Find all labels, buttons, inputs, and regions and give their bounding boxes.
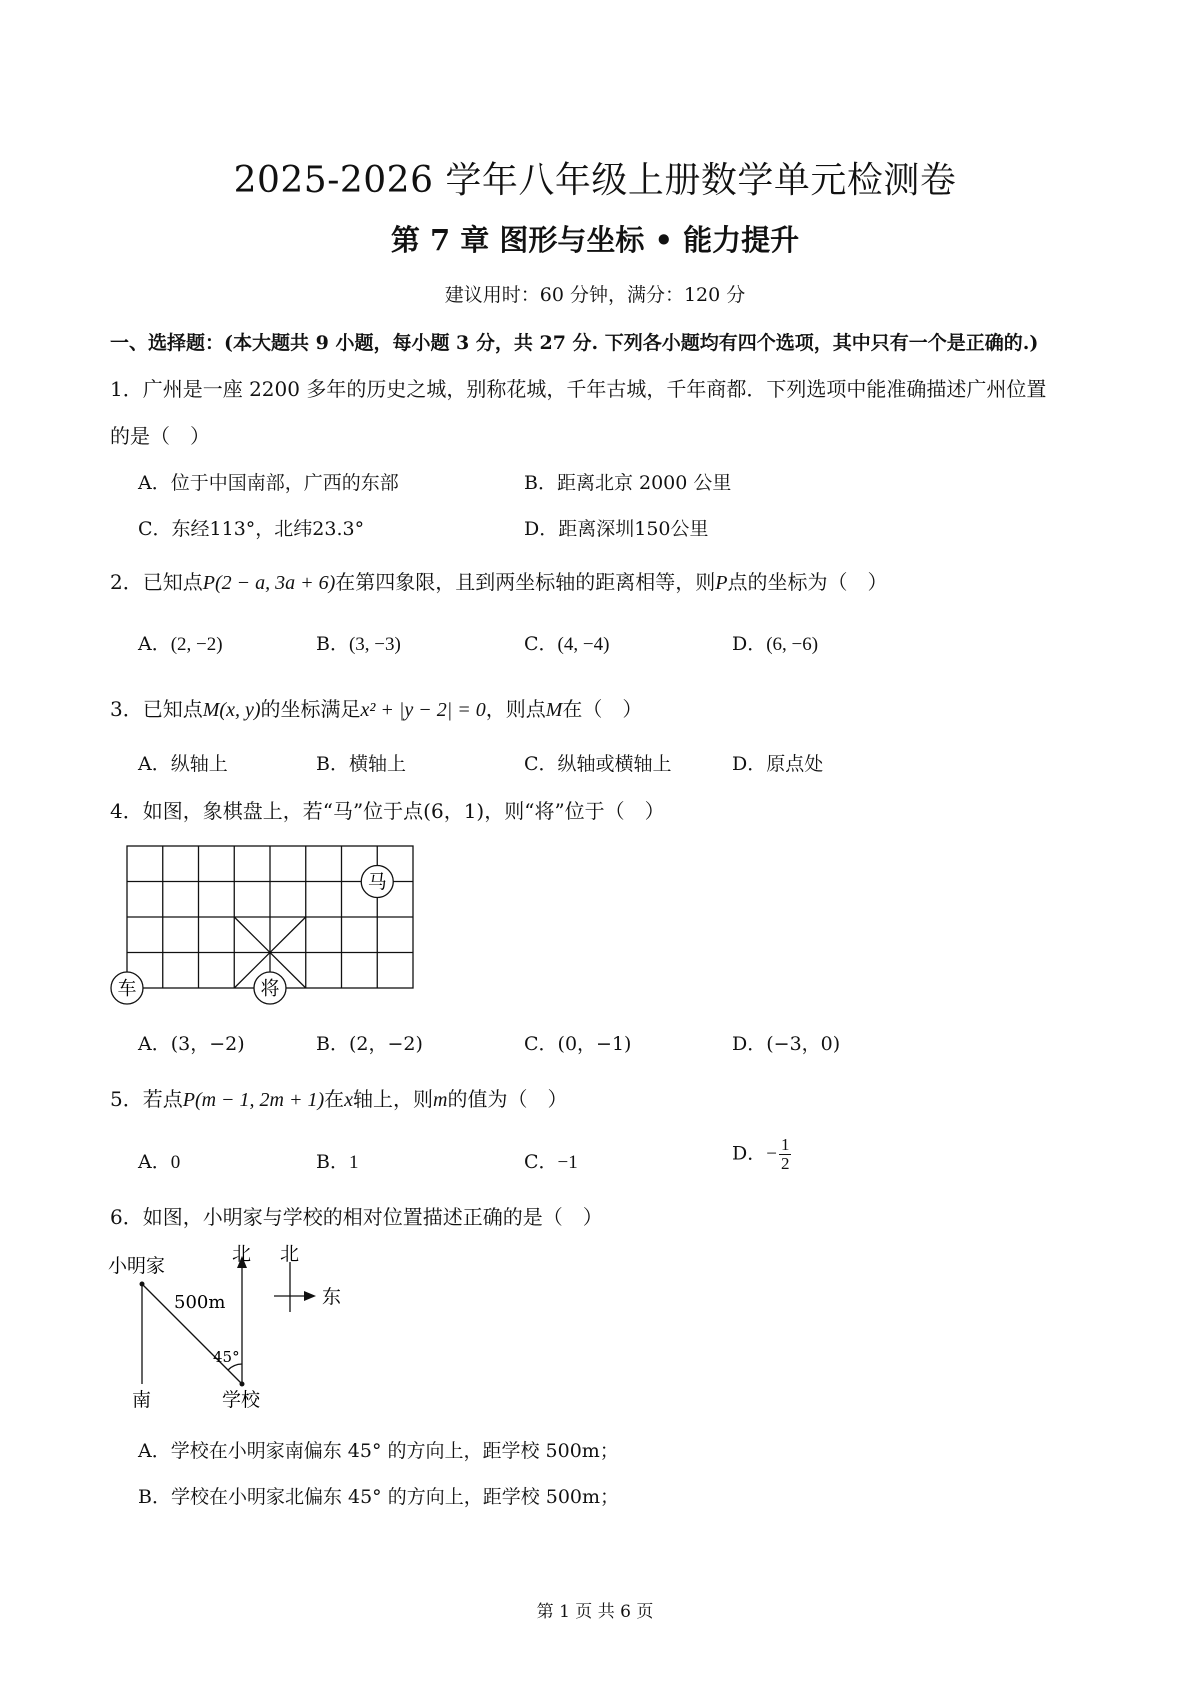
option-value: (6, −6) <box>766 634 819 655</box>
school-label: 学校 <box>222 1389 261 1411</box>
general-piece-label: 将 <box>260 977 280 1000</box>
compass-east-label: 东 <box>322 1286 342 1308</box>
general-piece <box>254 972 286 1004</box>
question-2-option-d[interactable] <box>732 629 818 656</box>
option-label: D． <box>732 1142 767 1165</box>
question-2-var: P <box>715 572 728 594</box>
option-value: (2, −2) <box>170 634 223 655</box>
question-5-axis: x <box>344 1089 354 1111</box>
question-2-point: P <box>202 572 215 594</box>
question-3-option-c[interactable]: C．纵轴或横轴上 <box>524 753 672 775</box>
question-5-option-b[interactable] <box>316 1147 358 1174</box>
question-5-option-a[interactable] <box>138 1147 180 1174</box>
school-point <box>240 1382 245 1387</box>
option-value: (4, −4) <box>557 634 610 655</box>
question-1-option-a[interactable]: A．位于中国南部，广西的东部 <box>138 472 399 494</box>
question-6-option-a[interactable]: A．学校在小明家南偏东 45° 的方向上，距学校 500m； <box>138 1440 619 1462</box>
question-2-prefix: 2．已知点 <box>110 570 203 594</box>
page-title: 2025-2026 学年八年级上册数学单元检测卷 <box>233 160 957 201</box>
option-label: B． <box>316 633 349 655</box>
question-3-equation: x² + |y − 2| = 0 <box>360 699 486 721</box>
option-label: C． <box>524 633 558 655</box>
chapter-subtitle: 第 7 章 图形与坐标 • 能力提升 <box>390 223 800 257</box>
question-1-stem-line1: 1．广州是一座 2200 多年的历史之城，别称花城，千年古城，千年商都．下列选项中能准确描述广州位置 <box>110 377 1047 401</box>
option-value: −1 <box>557 1152 578 1173</box>
horse-piece-label: 马 <box>367 871 387 893</box>
question-6-option-b[interactable]: B．学校在小明家北偏东 45° 的方向上，距学校 500m； <box>138 1486 620 1508</box>
question-5-suffix: 的值为（ ） <box>447 1087 568 1111</box>
chessboard-figure <box>100 840 430 1015</box>
question-4-option-a[interactable]: A．(3，−2) <box>138 1033 245 1055</box>
south-label: 南 <box>132 1389 152 1411</box>
option-label: C． <box>524 1151 558 1173</box>
question-2-coord: (2 − a, 3a + 6) <box>214 572 336 594</box>
question-3-option-a[interactable]: A．纵轴上 <box>138 753 228 775</box>
question-1-option-d[interactable]: D．距离深圳150公里 <box>524 518 709 540</box>
question-3-mid2: ，则点 <box>485 697 546 721</box>
home-point <box>140 1282 145 1287</box>
question-5-option-c[interactable] <box>524 1147 578 1174</box>
question-3-stem <box>110 693 642 722</box>
option-label: D． <box>732 633 767 655</box>
question-3-var: M <box>545 699 563 721</box>
option-fraction <box>779 1136 792 1173</box>
north-label: 北 <box>232 1243 252 1265</box>
exam-info: 建议用时：60 分钟，满分：120 分 <box>444 284 746 306</box>
home-label: 小明家 <box>108 1255 166 1277</box>
question-3-prefix: 3．已知点 <box>110 697 203 721</box>
option-value: 1 <box>348 1152 359 1173</box>
compass-north-label: 北 <box>280 1243 300 1265</box>
fraction-denominator: 2 <box>780 1154 790 1173</box>
distance-label: 500m <box>174 1292 226 1313</box>
fraction-numerator: 1 <box>780 1135 790 1154</box>
question-5-point: P <box>182 1089 195 1111</box>
question-4-stem: 4．如图，象棋盘上，若“马”位于点(6，1)，则“将”位于（ ） <box>110 799 665 823</box>
direction-figure <box>100 1240 380 1418</box>
question-4-option-b[interactable]: B．(2，−2) <box>316 1033 423 1055</box>
question-5-mid2: 轴上，则 <box>353 1087 434 1111</box>
chariot-piece <box>111 972 143 1004</box>
question-6-stem: 6．如图，小明家与学校的相对位置描述正确的是（ ） <box>110 1205 603 1229</box>
question-5-prefix: 5．若点 <box>110 1087 183 1111</box>
question-5-coord: (m − 1, 2m + 1) <box>194 1089 325 1111</box>
question-4-option-c[interactable]: C．(0，−1) <box>524 1033 632 1055</box>
page-footer: 第 1 页 共 6 页 <box>536 1602 654 1622</box>
question-3-option-b[interactable]: B．横轴上 <box>316 753 406 775</box>
question-1-option-c[interactable]: C．东经113°，北纬23.3° <box>138 518 365 540</box>
angle-label: 45° <box>213 1348 240 1366</box>
question-5-var: m <box>433 1089 448 1111</box>
question-3-point: M <box>202 699 220 721</box>
question-1-option-b[interactable]: B．距离北京 2000 公里 <box>524 472 732 494</box>
chariot-piece-label: 车 <box>117 977 137 1000</box>
option-label: A． <box>138 1151 171 1173</box>
horse-piece <box>361 866 393 898</box>
option-value-sign: − <box>766 1143 777 1165</box>
question-2-option-b[interactable] <box>316 629 401 656</box>
question-2-option-c[interactable] <box>524 629 609 656</box>
option-label: A． <box>138 633 171 655</box>
question-4-option-d[interactable]: D．(−3，0) <box>732 1033 841 1055</box>
question-5-option-d[interactable] <box>732 1136 791 1173</box>
question-1-stem-line2: 的是（ ） <box>110 424 210 448</box>
option-label: B． <box>316 1151 349 1173</box>
question-3-suffix: 在（ ） <box>562 697 643 721</box>
east-arrow-icon <box>304 1291 316 1301</box>
question-3-option-d[interactable]: D．原点处 <box>732 753 824 775</box>
question-2-mid: 在第四象限，且到两坐标轴的距离相等，则 <box>335 570 716 594</box>
question-3-coord: (x, y) <box>219 699 261 721</box>
section-heading: 一、选择题：(本大题共 9 小题，每小题 3 分，共 27 分. 下列各小题均有四个选项，其中只有一个是正确的.) <box>110 332 1039 354</box>
question-3-mid: 的坐标满足 <box>260 697 361 721</box>
question-2-stem <box>110 566 887 595</box>
question-5-stem <box>110 1083 568 1112</box>
question-2-suffix: 点的坐标为（ ） <box>727 570 888 594</box>
option-value: 0 <box>170 1152 181 1173</box>
option-value: (3, −3) <box>348 634 401 655</box>
question-5-mid: 在 <box>324 1087 345 1111</box>
question-2-option-a[interactable] <box>138 629 223 656</box>
